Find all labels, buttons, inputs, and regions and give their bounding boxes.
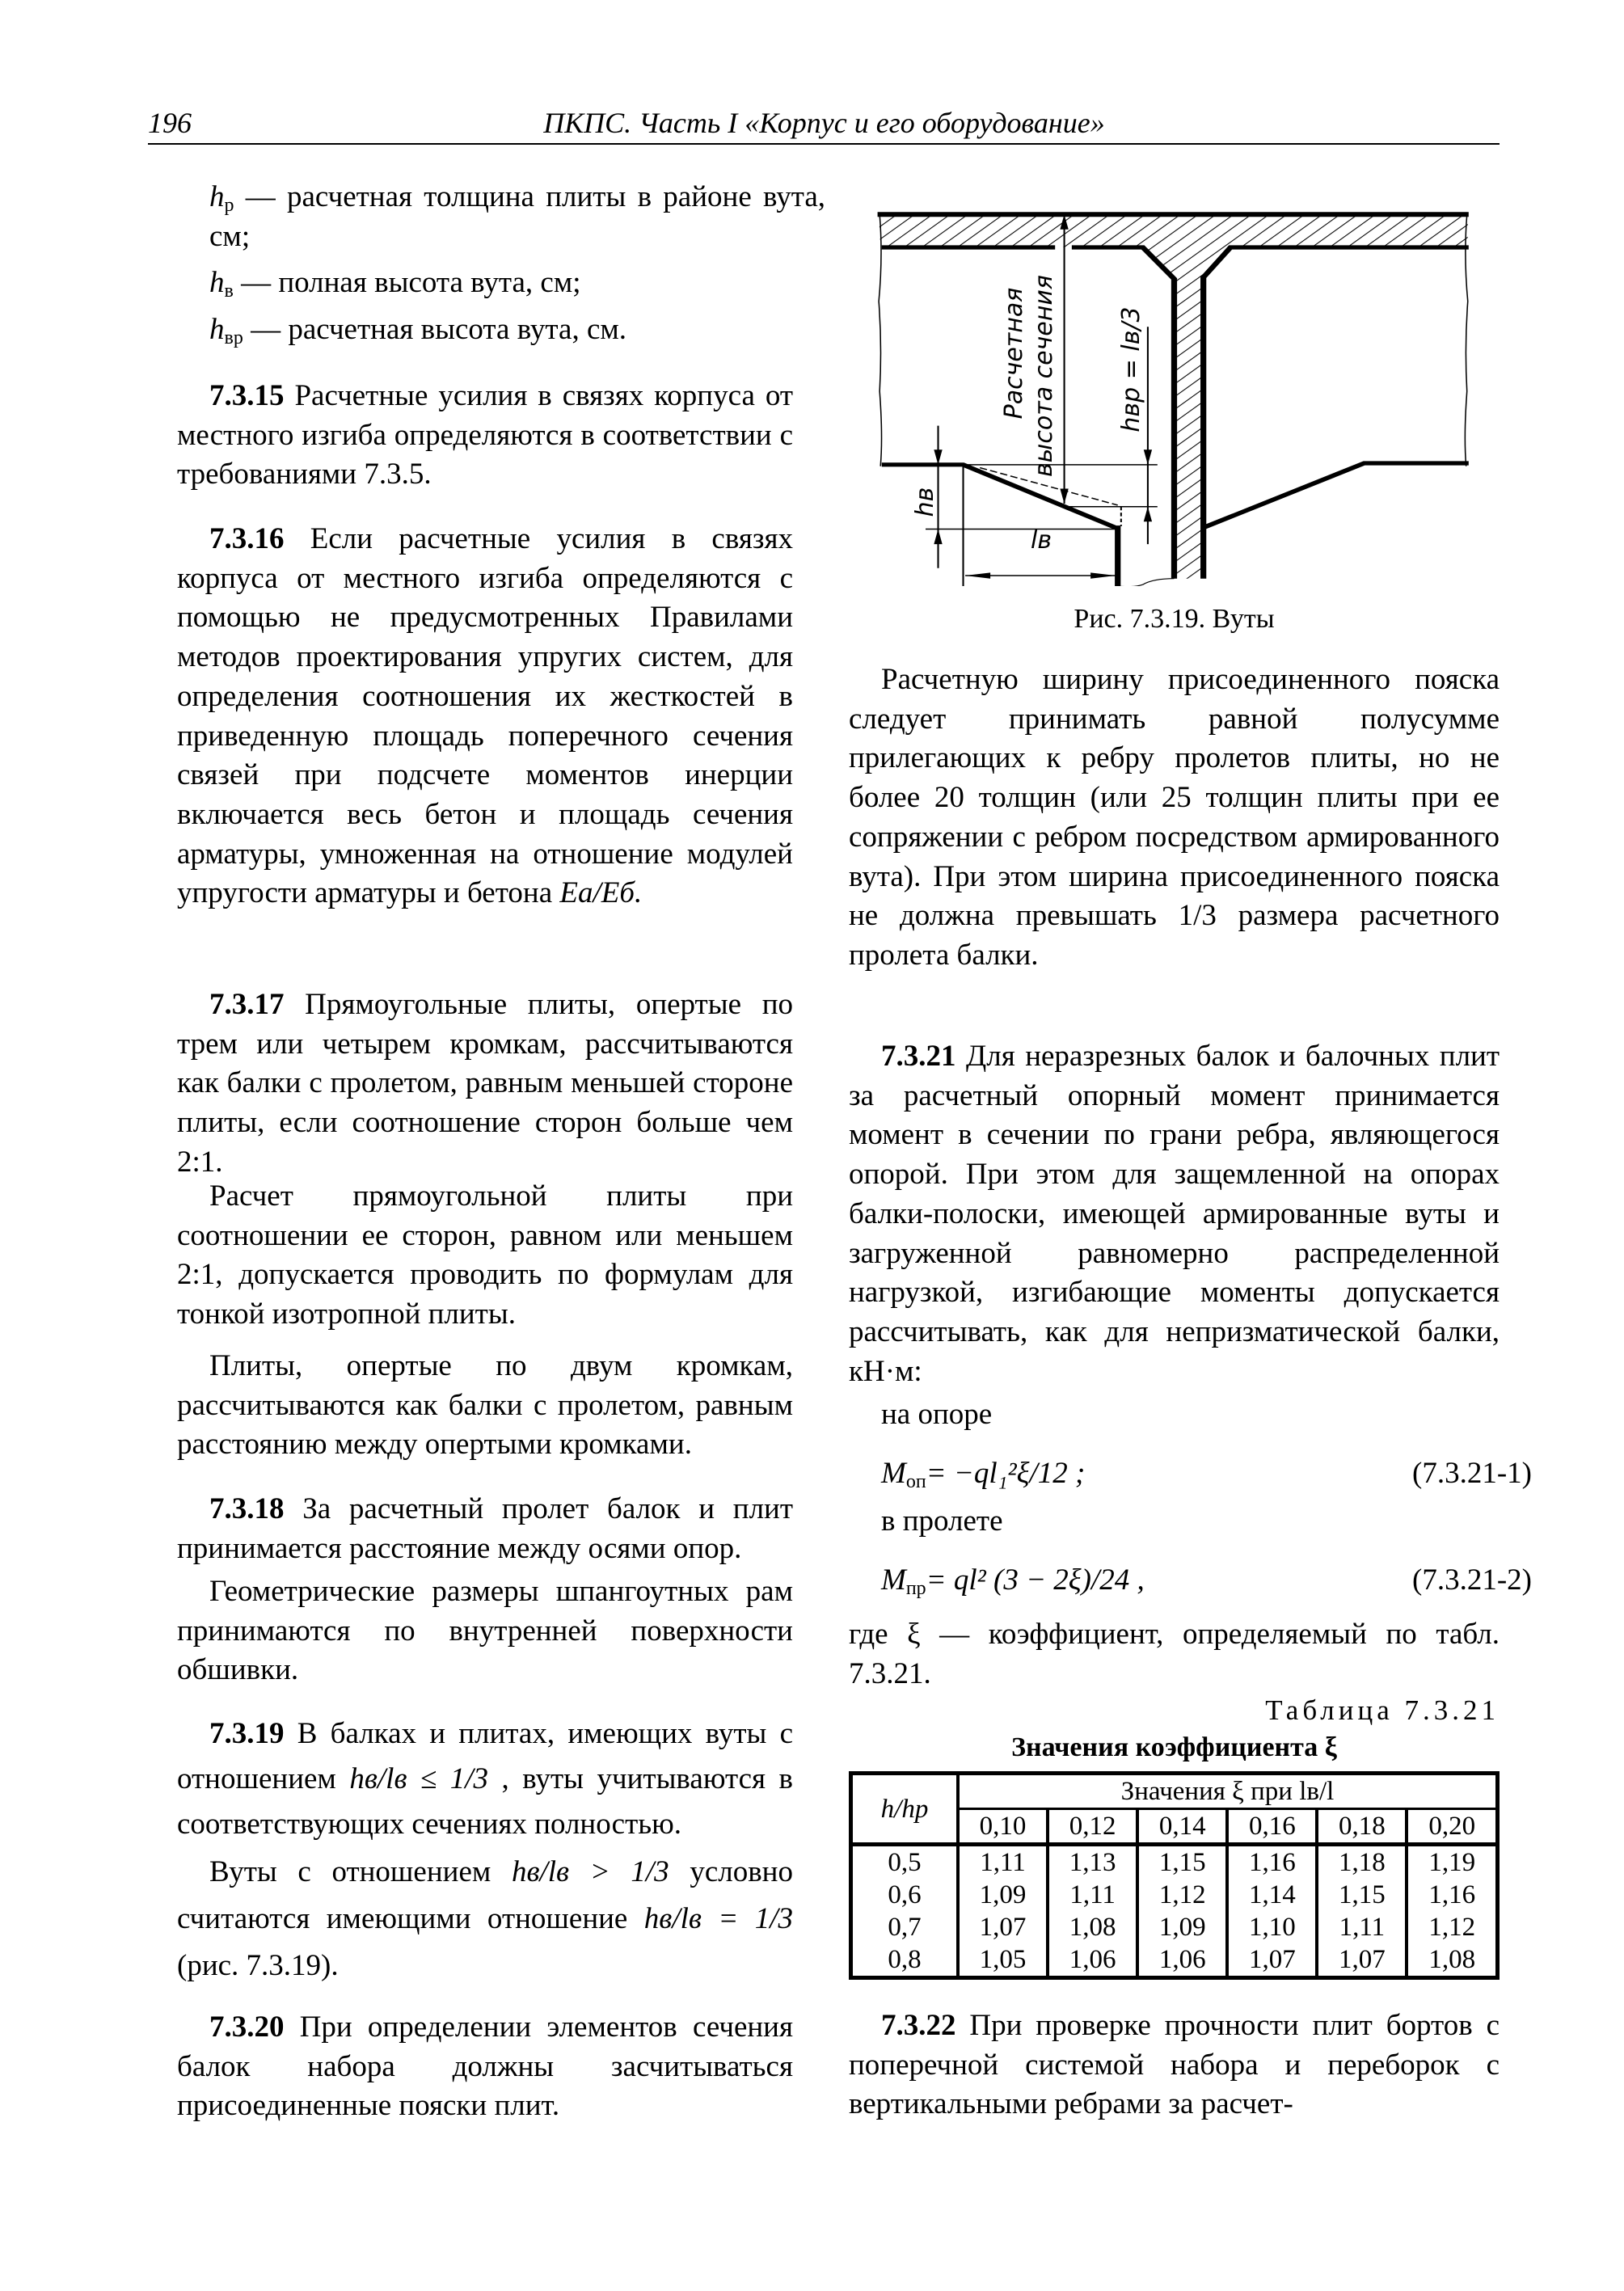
paragraph-7-3-17-c: Плиты, опертые по двум кромкам, рассчитываются как балки с пролетом, равным расстоянию между опертыми кромками. <box>177 1349 793 1462</box>
paragraph-flange-width: Расчетную ширину присоединенного пояска следует принимать равной полусумме прилегающих к ребру пролетов плиты, но не более 20 толщин (или 25 толщин плиты при ее сопряжении с ребром посредством армированного вута). При этом ширина присоединенного пояска не должна превышать 1/3 размера расчетного пролета балки. <box>849 663 1500 972</box>
column-header: 0,16 <box>1227 1809 1317 1845</box>
table-cell: 1,12 <box>1137 1879 1227 1911</box>
paragraph-7-3-19-b: Вуты с отношением hв/lв > 1/3 условно считаются имеющими отношение hв/lв = 1/3 (рис. 7.3.19). <box>177 1855 793 1982</box>
paragraph-7-3-20: 7.3.20 При определении элементов сечения балок набора должны засчитываться присоединенные пояски плит. <box>177 2010 793 2123</box>
definition-hp: $h_р$ — расчетная толщина плиты в районе вута, см; <box>209 180 825 253</box>
paragraph-7-3-18: 7.3.18 За расчетный пролет балок и плит принимается расстояние между осями опор. <box>177 1492 793 1565</box>
haunch-figure <box>850 196 1499 586</box>
table-cell: 1,16 <box>1407 1879 1497 1911</box>
row-key: 0,7 <box>851 1911 959 1943</box>
page-number: 196 <box>148 107 192 139</box>
column-header: 0,12 <box>1048 1809 1137 1845</box>
definition-hvr: $h_{вр}$ — расчетная высота вута, см. <box>209 313 627 348</box>
formula-7-3-21-1: $M_{оп}= -ql_1^2\xi/12$ ; (7.3.21-1) <box>881 1457 1532 1492</box>
table-cell: 1,07 <box>1227 1943 1317 1978</box>
table-cell: 1,11 <box>958 1845 1048 1880</box>
paragraph-7-3-16: 7.3.16 Если расчетные усилия в связях корпуса от местного изгиба определяются с помощью не предусмотренных Правилами методов проектирования упругих систем, для определения соотношения их жесткостей в приведенную площадь поперечного сечения связей при подсчете моментов инерции включается весь бетон и площадь сечения арматуры, умноженная на отношение модулей упругости арматуры и бетона Eа/Eб. <box>177 522 793 910</box>
column-header: 0,14 <box>1137 1809 1227 1845</box>
table-cell: 1,15 <box>1137 1845 1227 1880</box>
table-cell: 1,05 <box>958 1943 1048 1978</box>
row-header: h/hр <box>851 1774 959 1845</box>
group-header: Значения ξ при lв/l <box>958 1774 1498 1809</box>
table-cell: 1,08 <box>1048 1911 1137 1943</box>
table-label: Таблица 7.3.21 <box>1265 1694 1500 1726</box>
table-cell: 1,09 <box>958 1879 1048 1911</box>
paragraph-7-3-17-b: Расчет прямоугольной плиты при соотношении ее сторон, равном или меньшем 2:1, допускается проводить по формулам для тонкой изотропной плиты. <box>177 1179 793 1331</box>
table-row <box>851 1879 1498 1911</box>
paragraph-7-3-22: 7.3.22 При проверке прочности плит бортов с поперечной системой набора и переборок с вертикальными ребрами за расчет- <box>849 2009 1500 2121</box>
paragraph-7-3-21: 7.3.21 Для неразрезных балок и балочных плит за расчетный опорный момент принимается момент в сечении по грани ребра, являющегося опорой. При этом для защемленной на опорах балки-полоски, имеющей армированные вуты и загруженной равномерно распределенной нагрузкой, изгибающие моменты допускается рассчитывать, как для непризматической балки, кН·м: <box>849 1040 1500 1388</box>
table-row <box>851 1911 1498 1943</box>
column-header: 0,10 <box>958 1809 1048 1845</box>
paragraph-7-3-17: 7.3.17 Прямоугольные плиты, опертые по трем или четырем кромкам, рассчитываются как балки с пролетом, равным меньшей стороне плиты, если соотношение сторон больше чем 2:1. <box>177 988 793 1179</box>
figure-caption: Рис. 7.3.19. Вуты <box>1074 604 1275 634</box>
table-cell: 1,06 <box>1137 1943 1227 1978</box>
table-cell: 1,18 <box>1317 1845 1407 1880</box>
figure-label-lv: lв <box>1031 526 1052 555</box>
table-cell: 1,11 <box>1048 1879 1137 1911</box>
figure-label-hv: hв <box>911 487 939 517</box>
table-cell: 1,16 <box>1227 1845 1317 1880</box>
top-plate-and-web <box>878 214 1469 578</box>
row-key: 0,5 <box>851 1845 959 1880</box>
figure-label-design-height: Расчетная <box>1000 287 1028 420</box>
table-cell: 1,19 <box>1407 1845 1497 1880</box>
table-cell: 1,14 <box>1227 1879 1317 1911</box>
paragraph-7-3-15: 7.3.15 Расчетные усилия в связях корпуса от местного изгиба определяются в соответствии с требованиями 7.3.5. <box>177 379 793 492</box>
definition-hv: $h_в$ — полная высота вута, см; <box>209 266 581 302</box>
table-cell: 1,11 <box>1317 1911 1407 1943</box>
table-cell: 1,06 <box>1048 1943 1137 1978</box>
figure-label-section-height: высота сечения <box>1030 275 1058 477</box>
table-row <box>851 1943 1498 1978</box>
table-cell: 1,09 <box>1137 1911 1227 1943</box>
table-cell: 1,08 <box>1407 1943 1497 1978</box>
table-cell: 1,15 <box>1317 1879 1407 1911</box>
formula-7-3-21-2: $M_{пр}= ql^2$ (3 − 2ξ)/24 , (7.3.21-2) <box>881 1563 1532 1599</box>
row-key: 0,6 <box>851 1879 959 1911</box>
table-cell: 1,12 <box>1407 1911 1497 1943</box>
xi-coefficient-table <box>849 1771 1500 1980</box>
column-header: 0,20 <box>1407 1809 1497 1845</box>
paragraph-7-3-19: 7.3.19 В балках и плитах, имеющих вуты с отношением hв/lв ≤ 1/3 , вуты учитываются в соответствующих сечениях полностью. <box>177 1717 793 1841</box>
running-title: ПКПС. Часть I «Корпус и его оборудование» <box>543 107 1105 139</box>
table-cell: 1,10 <box>1227 1911 1317 1943</box>
in-span-label: в пролете <box>881 1504 1003 1538</box>
column-header: 0,18 <box>1317 1809 1407 1845</box>
table-cell: 1,07 <box>958 1911 1048 1943</box>
table-row <box>851 1845 1498 1880</box>
table-cell: 1,13 <box>1048 1845 1137 1880</box>
on-support-label: на опоре <box>881 1398 993 1431</box>
table-title: Значения коэффициента ξ <box>1011 1732 1337 1762</box>
table-cell: 1,07 <box>1317 1943 1407 1978</box>
figure-label-hvr: hвр = lв/3 <box>1117 306 1145 432</box>
paragraph-7-3-18-b: Геометрические размеры шпангоутных рам принимаются по внутренней поверхности обшивки. <box>177 1575 793 1687</box>
row-key: 0,8 <box>851 1943 959 1978</box>
where-clause: где ξ — коэффициент, определяемый по табл. 7.3.21. <box>849 1618 1500 1690</box>
header-rule <box>148 143 1500 145</box>
